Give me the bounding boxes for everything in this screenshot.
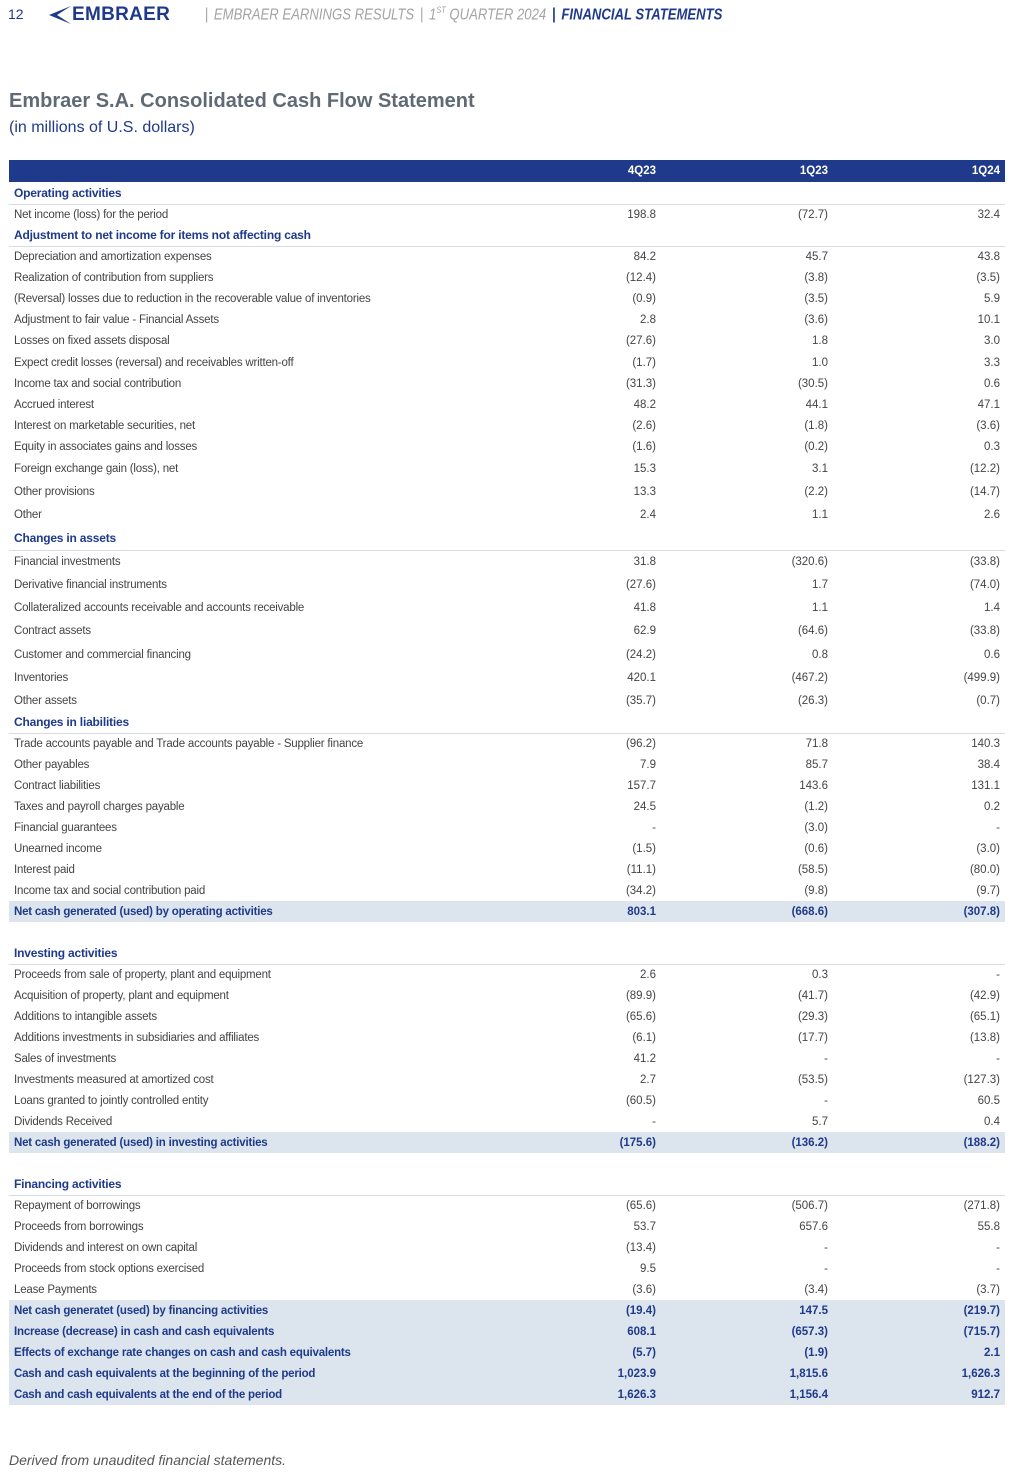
value-1q23: 143.6 xyxy=(799,779,828,792)
value-1q23: 1.7 xyxy=(812,578,828,591)
value-1q24: 43.8 xyxy=(977,250,1000,263)
row-label: Other xyxy=(14,508,42,521)
row-label: Contract assets xyxy=(14,625,91,637)
row-label: Lease Payments xyxy=(14,1283,97,1296)
table-row xyxy=(9,859,1005,880)
table-row xyxy=(9,394,1005,415)
brand-name: EMBRAER xyxy=(72,4,171,25)
value-1q24: 0.3 xyxy=(984,440,1000,453)
row-label: Investments measured at amortized cost xyxy=(14,1073,214,1086)
row-label: Realization of contribution from suppliers xyxy=(14,271,214,284)
value-4q23: (1.5) xyxy=(632,842,656,855)
value-1q24: (307.8) xyxy=(833,901,1005,922)
table-row xyxy=(9,267,1005,288)
total-row xyxy=(9,1342,1005,1363)
table-row xyxy=(9,415,1005,436)
value-1q23: (3.0) xyxy=(804,821,828,834)
value-4q23: 41.2 xyxy=(633,1052,656,1065)
breadcrumb-separator: | xyxy=(204,6,209,24)
table-row xyxy=(9,480,1005,503)
page-subtitle: (in millions of U.S. dollars) xyxy=(9,119,195,136)
section-header-row xyxy=(9,182,1005,204)
row-label: Cash and cash equivalents at the end of the period xyxy=(9,1384,495,1405)
value-1q24: 2.1 xyxy=(833,1342,1005,1363)
value-1q23: (506.7) xyxy=(791,1199,828,1212)
breadcrumb-earnings: EMBRAER EARNINGS RESULTS xyxy=(213,6,415,24)
row-label: Collateralized accounts receivable and accounts receivable xyxy=(14,601,305,614)
table-row xyxy=(9,666,1005,689)
value-4q23: 420.1 xyxy=(627,671,656,684)
spacer-cell xyxy=(9,922,1005,943)
value-4q23: (11.1) xyxy=(626,863,656,876)
value-1q23: - xyxy=(824,1241,828,1254)
value-4q23: (35.7) xyxy=(625,694,656,707)
row-label: Losses on fixed assets disposal xyxy=(14,335,170,347)
value-4q23: (65.6) xyxy=(625,1010,656,1023)
value-1q24: (715.7) xyxy=(833,1321,1005,1342)
table-row xyxy=(9,1237,1005,1258)
row-label: Sales of investments xyxy=(14,1052,117,1065)
value-1q24: - xyxy=(996,1241,1000,1254)
section-title: Changes in liabilities xyxy=(9,712,1005,733)
row-label: Additions to intangible assets xyxy=(14,1010,157,1023)
value-1q24: 2.6 xyxy=(984,508,1000,521)
row-label: Unearned income xyxy=(14,842,102,855)
table-row xyxy=(9,204,1005,225)
row-label: Foreign exchange gain (loss), net xyxy=(14,462,179,475)
table-row xyxy=(9,880,1005,901)
value-1q24: 0.6 xyxy=(984,648,1000,661)
row-label: Loans granted to jointly controlled entity xyxy=(14,1094,209,1107)
row-label: Trade accounts payable and Trade accounts payable - Supplier finance xyxy=(14,737,364,750)
value-4q23: 53.7 xyxy=(633,1220,656,1233)
value-4q23: (31.3) xyxy=(625,377,656,390)
value-1q24: 47.1 xyxy=(977,398,1000,411)
value-1q24: - xyxy=(996,821,1000,834)
value-1q23: 44.1 xyxy=(805,398,828,411)
value-1q23: (3.6) xyxy=(804,313,828,326)
table-row xyxy=(9,1090,1005,1111)
breadcrumb-separator: | xyxy=(419,6,424,24)
table-row xyxy=(9,309,1005,330)
value-1q23: 1,156.4 xyxy=(661,1384,833,1405)
row-label: Depreciation and amortization expenses xyxy=(14,250,212,263)
page-title: Embraer S.A. Consolidated Cash Flow Statement xyxy=(9,90,475,112)
row-label: Net cash generatet (used) by financing activities xyxy=(9,1300,495,1321)
footnote: Derived from unaudited financial statements. xyxy=(9,1452,287,1468)
table-row xyxy=(9,1048,1005,1069)
row-label: Other provisions xyxy=(14,485,95,498)
table-row xyxy=(9,775,1005,796)
table-row xyxy=(9,288,1005,309)
value-1q24: 5.9 xyxy=(984,292,1000,305)
value-1q23: (1.8) xyxy=(804,419,828,432)
value-1q23: (668.6) xyxy=(661,901,833,922)
value-1q23: - xyxy=(824,1052,828,1065)
value-1q23: (64.6) xyxy=(797,625,828,637)
total-row xyxy=(9,1300,1005,1321)
value-1q24: 131.1 xyxy=(971,779,1000,792)
page-number: 12 xyxy=(8,6,24,22)
value-1q23: (657.3) xyxy=(661,1321,833,1342)
page-header xyxy=(0,0,1015,30)
table-row xyxy=(9,1258,1005,1279)
value-1q24: 3.0 xyxy=(984,335,1000,347)
value-4q23: 2.6 xyxy=(640,968,656,981)
value-1q24: (65.1) xyxy=(969,1010,1000,1023)
table-row xyxy=(9,754,1005,775)
value-4q23: (60.5) xyxy=(625,1094,656,1107)
value-1q23: (3.5) xyxy=(804,292,828,305)
table-row xyxy=(9,964,1005,985)
table-row xyxy=(9,1006,1005,1027)
value-4q23: (0.9) xyxy=(632,292,656,305)
row-label: Effects of exchange rate changes on cash and cash equivalents xyxy=(9,1342,495,1363)
value-1q23: (9.8) xyxy=(804,884,828,897)
table-row xyxy=(9,619,1005,643)
table-row xyxy=(9,436,1005,457)
value-1q23: 1.8 xyxy=(812,335,828,347)
row-label: Cash and cash equivalents at the beginning of the period xyxy=(9,1363,495,1384)
value-1q24: (3.5) xyxy=(976,271,1000,284)
value-1q24: 1.4 xyxy=(984,601,1000,614)
value-1q23: - xyxy=(824,1094,828,1107)
value-4q23: 2.8 xyxy=(640,313,656,326)
value-1q24: (3.6) xyxy=(976,419,1000,432)
value-1q23: (29.3) xyxy=(797,1010,828,1023)
table-row xyxy=(9,1195,1005,1216)
value-1q23: - xyxy=(824,1262,828,1275)
value-4q23: 2.7 xyxy=(640,1073,656,1086)
value-4q23: 24.5 xyxy=(633,800,656,813)
value-4q23: 2.4 xyxy=(640,508,656,521)
value-1q24: (188.2) xyxy=(833,1132,1005,1153)
value-1q23: (53.5) xyxy=(797,1073,828,1086)
value-1q24: 32.4 xyxy=(977,208,1000,221)
value-4q23: (1.6) xyxy=(632,440,656,453)
value-1q24: 38.4 xyxy=(977,758,1000,771)
row-label: Net income (loss) for the period xyxy=(14,208,169,221)
row-label: Inventories xyxy=(14,671,69,684)
section-header-row xyxy=(9,526,1005,550)
value-1q24: 1,626.3 xyxy=(833,1363,1005,1384)
value-1q24: 3.3 xyxy=(984,356,1000,369)
row-label: Interest paid xyxy=(14,863,75,876)
value-4q23: 62.9 xyxy=(633,625,656,637)
row-label: Dividends and interest on own capital xyxy=(14,1241,198,1254)
cash-flow-table xyxy=(9,160,1005,1405)
value-1q23: 0.8 xyxy=(812,648,828,661)
row-label: Equity in associates gains and losses xyxy=(14,440,198,453)
value-1q23: 5.7 xyxy=(812,1115,828,1128)
value-1q23: (30.5) xyxy=(797,377,828,390)
value-4q23: (2.6) xyxy=(632,419,656,432)
table-row xyxy=(9,838,1005,859)
value-1q23: (17.7) xyxy=(797,1031,828,1044)
row-label: Interest on marketable securities, net xyxy=(14,419,195,432)
value-4q23: 1,023.9 xyxy=(495,1363,661,1384)
value-1q24: (9.7) xyxy=(976,884,1000,897)
row-label: Adjustment to fair value - Financial Assets xyxy=(14,313,219,326)
table-row xyxy=(9,1069,1005,1090)
value-4q23: 48.2 xyxy=(633,398,656,411)
value-1q24: - xyxy=(996,1262,1000,1275)
row-label: Net cash generated (used) in investing activities xyxy=(9,1132,495,1153)
table-row xyxy=(9,330,1005,352)
section-title: Financing activities xyxy=(9,1174,1005,1195)
row-label: Net cash generated (used) by operating activities xyxy=(9,901,495,922)
value-4q23: 41.8 xyxy=(633,601,656,614)
cash-flow-body xyxy=(9,182,1005,1405)
spacer-row xyxy=(9,1153,1005,1174)
value-1q23: (41.7) xyxy=(797,989,828,1002)
value-1q23: (3.8) xyxy=(804,271,828,284)
value-1q24: 912.7 xyxy=(833,1384,1005,1405)
embraer-logo xyxy=(45,2,170,28)
row-label: Additions investments in subsidiaries and affiliates xyxy=(14,1031,260,1044)
value-4q23: 84.2 xyxy=(633,250,656,263)
value-4q23: (175.6) xyxy=(495,1132,661,1153)
row-label: Other assets xyxy=(14,694,77,707)
value-4q23: 608.1 xyxy=(495,1321,661,1342)
row-label: Expect credit losses (reversal) and receivables written-off xyxy=(14,356,294,369)
total-row xyxy=(9,1384,1005,1405)
value-4q23: 31.8 xyxy=(633,555,656,568)
table-row xyxy=(9,246,1005,267)
value-4q23: 157.7 xyxy=(627,779,656,792)
value-4q23: (5.7) xyxy=(495,1342,661,1363)
value-1q23: (320.6) xyxy=(791,555,828,568)
total-row xyxy=(9,1363,1005,1384)
row-label: Proceeds from stock options exercised xyxy=(14,1262,205,1275)
table-row xyxy=(9,352,1005,373)
spacer-row xyxy=(9,922,1005,943)
value-1q24: (3.7) xyxy=(976,1283,1000,1296)
value-1q24: (219.7) xyxy=(833,1300,1005,1321)
table-row xyxy=(9,689,1005,712)
value-1q24: (12.2) xyxy=(969,462,1000,475)
value-1q24: - xyxy=(996,968,1000,981)
value-4q23: (27.6) xyxy=(625,578,656,591)
value-4q23: - xyxy=(652,1115,656,1128)
total-row xyxy=(9,1321,1005,1342)
value-1q24: (127.3) xyxy=(963,1073,1000,1086)
value-4q23: - xyxy=(652,821,656,834)
row-label: Contract liabilities xyxy=(14,779,101,792)
row-label: Proceeds from borrowings xyxy=(14,1220,144,1233)
value-4q23: (34.2) xyxy=(625,884,656,897)
value-1q23: (0.2) xyxy=(804,440,828,453)
value-1q23: (2.2) xyxy=(804,485,828,498)
value-1q23: 85.7 xyxy=(805,758,828,771)
embraer-logo-icon xyxy=(45,4,71,26)
value-1q24: 55.8 xyxy=(977,1220,1000,1233)
value-1q23: (1.9) xyxy=(661,1342,833,1363)
breadcrumb-quarter-sup: ST xyxy=(436,5,446,15)
section-title: Adjustment to net income for items not affecting cash xyxy=(9,225,1005,246)
value-4q23: (13.4) xyxy=(625,1241,656,1254)
total-row xyxy=(9,1132,1005,1153)
value-4q23: 198.8 xyxy=(627,208,656,221)
table-row xyxy=(9,1216,1005,1237)
table-row xyxy=(9,1027,1005,1048)
breadcrumb-financial-statements: FINANCIAL STATEMENTS xyxy=(561,6,723,24)
value-1q24: (13.8) xyxy=(969,1031,1000,1044)
table-row xyxy=(9,1279,1005,1300)
table-row xyxy=(9,985,1005,1006)
section-header-row xyxy=(9,943,1005,964)
value-1q23: 1.1 xyxy=(812,601,828,614)
value-1q23: 1.1 xyxy=(812,508,828,521)
value-1q24: (33.8) xyxy=(969,625,1000,637)
table-row xyxy=(9,457,1005,480)
value-1q23: 147.5 xyxy=(661,1300,833,1321)
breadcrumb xyxy=(199,5,722,24)
value-1q24: (33.8) xyxy=(969,555,1000,568)
row-label: Increase (decrease) in cash and cash equivalents xyxy=(9,1321,495,1342)
value-4q23: 13.3 xyxy=(633,485,656,498)
table-header-row xyxy=(9,160,1005,182)
value-1q24: (80.0) xyxy=(969,863,1000,876)
value-1q23: (467.2) xyxy=(791,671,828,684)
row-label: Derivative financial instruments xyxy=(14,578,167,591)
table-row xyxy=(9,643,1005,666)
table-row xyxy=(9,573,1005,596)
value-1q23: 1,815.6 xyxy=(661,1363,833,1384)
row-label: Dividends Received xyxy=(14,1115,113,1128)
value-4q23: 1,626.3 xyxy=(495,1384,661,1405)
row-label: Accrued interest xyxy=(14,398,94,411)
row-label: Proceeds from sale of property, plant and equipment xyxy=(14,968,271,981)
section-title: Investing activities xyxy=(9,943,1005,964)
value-1q24: 0.2 xyxy=(984,800,1000,813)
value-1q24: (14.7) xyxy=(969,485,1000,498)
value-1q24: 60.5 xyxy=(977,1094,1000,1107)
value-1q23: (0.6) xyxy=(804,842,828,855)
row-label: Income tax and social contribution xyxy=(14,377,182,390)
value-1q24: - xyxy=(996,1052,1000,1065)
value-1q24: (499.9) xyxy=(963,671,1000,684)
row-label: Taxes and payroll charges payable xyxy=(14,800,185,813)
value-4q23: (6.1) xyxy=(632,1031,656,1044)
table-row xyxy=(9,373,1005,394)
spacer-cell xyxy=(9,1153,1005,1174)
value-1q24: 10.1 xyxy=(977,313,1000,326)
value-1q23: (136.2) xyxy=(661,1132,833,1153)
section-title: Operating activities xyxy=(9,182,1005,204)
column-header-4q23: 4Q23 xyxy=(495,160,661,182)
row-label: Customer and commercial financing xyxy=(14,648,191,661)
value-4q23: (89.9) xyxy=(625,989,656,1002)
section-title: Changes in assets xyxy=(9,526,1005,550)
value-1q24: 140.3 xyxy=(971,737,1000,750)
row-label: Repayment of borrowings xyxy=(14,1199,141,1212)
table-row xyxy=(9,733,1005,754)
breadcrumb-quarter-num: 1 xyxy=(429,6,437,24)
section-header-row xyxy=(9,712,1005,733)
table-row xyxy=(9,503,1005,526)
value-1q24: (3.0) xyxy=(976,842,1000,855)
value-1q23: 3.1 xyxy=(812,462,828,475)
total-row xyxy=(9,901,1005,922)
value-4q23: (19.4) xyxy=(495,1300,661,1321)
value-4q23: (1.7) xyxy=(632,356,656,369)
value-1q24: (0.7) xyxy=(976,694,1000,707)
value-1q23: (1.2) xyxy=(804,800,828,813)
value-4q23: (3.6) xyxy=(632,1283,656,1296)
row-label: Financial guarantees xyxy=(14,821,117,834)
value-4q23: (24.2) xyxy=(625,648,656,661)
row-label: Other payables xyxy=(14,758,90,771)
breadcrumb-separator: | xyxy=(551,6,556,24)
value-4q23: (65.6) xyxy=(625,1199,656,1212)
value-1q23: 71.8 xyxy=(805,737,828,750)
section-header-row xyxy=(9,1174,1005,1195)
value-1q23: (26.3) xyxy=(797,694,828,707)
row-label: (Reversal) losses due to reduction in the recoverable value of inventories xyxy=(14,292,371,305)
table-row xyxy=(9,1111,1005,1132)
row-label: Financial investments xyxy=(14,555,121,568)
value-1q23: 45.7 xyxy=(805,250,828,263)
table-row xyxy=(9,596,1005,619)
value-1q23: 0.3 xyxy=(812,968,828,981)
value-1q24: (74.0) xyxy=(969,578,1000,591)
column-header-1q23: 1Q23 xyxy=(661,160,833,182)
row-label: Acquisition of property, plant and equipment xyxy=(14,989,229,1002)
value-4q23: 15.3 xyxy=(633,462,656,475)
value-1q23: (58.5) xyxy=(797,863,828,876)
breadcrumb-quarter: QUARTER 2024 xyxy=(449,6,547,24)
value-1q24: 0.4 xyxy=(984,1115,1000,1128)
value-4q23: 9.5 xyxy=(640,1262,656,1275)
table-row xyxy=(9,550,1005,573)
row-label: Income tax and social contribution paid xyxy=(14,884,206,897)
table-row xyxy=(9,817,1005,838)
value-1q24: 0.6 xyxy=(984,377,1000,390)
value-4q23: (96.2) xyxy=(625,737,656,750)
value-1q23: 657.6 xyxy=(799,1220,828,1233)
value-1q23: 1.0 xyxy=(812,356,828,369)
value-4q23: (27.6) xyxy=(625,335,656,347)
value-4q23: 803.1 xyxy=(495,901,661,922)
value-4q23: 7.9 xyxy=(640,758,656,771)
section-header-row xyxy=(9,225,1005,246)
value-4q23: (12.4) xyxy=(625,271,656,284)
value-1q24: (271.8) xyxy=(963,1199,1000,1212)
value-1q23: (3.4) xyxy=(804,1283,828,1296)
value-1q24: (42.9) xyxy=(969,989,1000,1002)
column-header-1q24: 1Q24 xyxy=(833,160,1005,182)
column-header-label xyxy=(9,160,495,182)
value-1q23: (72.7) xyxy=(797,208,828,221)
table-row xyxy=(9,796,1005,817)
